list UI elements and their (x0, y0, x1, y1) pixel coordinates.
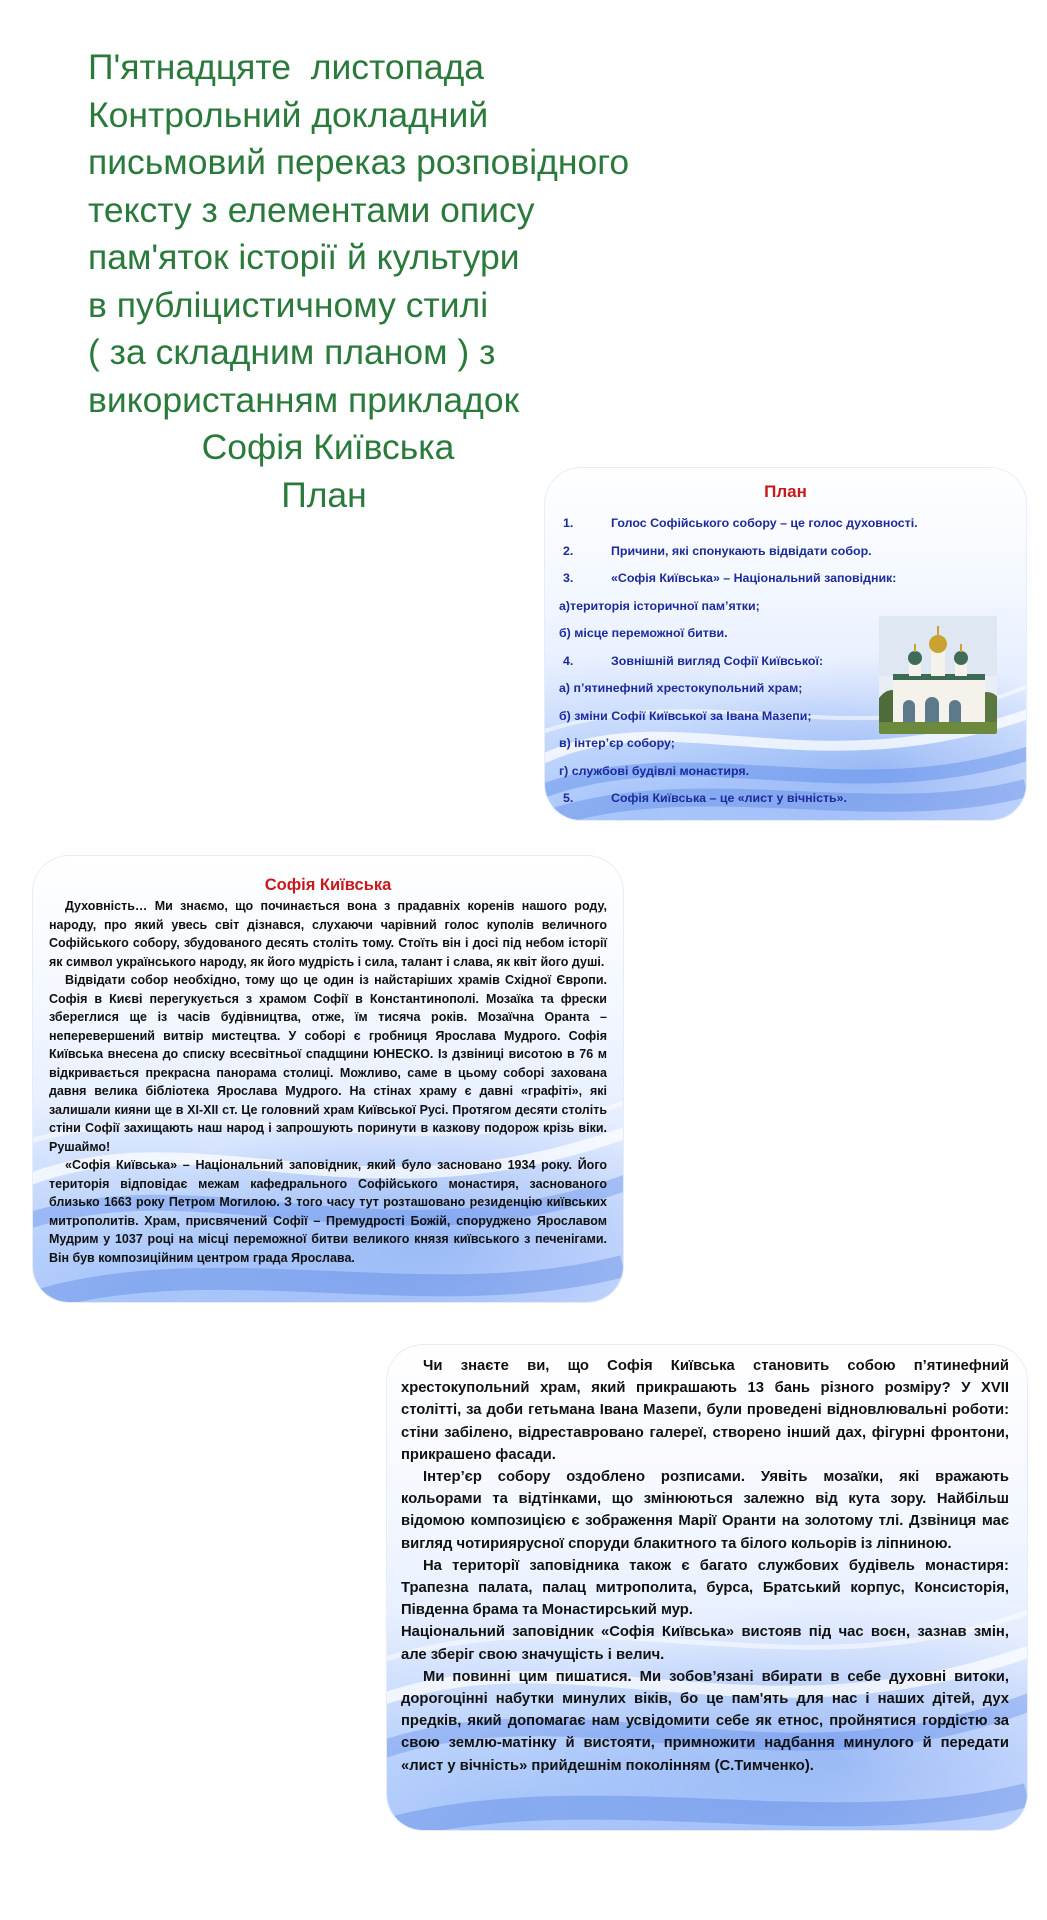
description-paragraph: На території заповідника також є багато службових будівель монастиря: Трапезна палата, палац митрополита, бурса, Братський корпус, Консисторія, Південна брама та Монастирський мур. (401, 1557, 1009, 1619)
plan-item-text: б) зміни Софії Київської за Івана Мазепи; (559, 708, 812, 723)
plan-item-text: Причини, які спонукають відвідати собор. (611, 543, 872, 558)
plan-item-text: Голос Софійського собору – це голос духовності. (611, 516, 918, 530)
sofia-title: Софія Київська (264, 876, 392, 894)
description-card (387, 1345, 1027, 1830)
heading-line-4: тексту з елементами опису (88, 189, 535, 230)
heading-block (88, 44, 728, 519)
cathedral-photo-icon (879, 616, 997, 734)
heading-topic: Софія Київська (201, 427, 455, 467)
heading-line-6: в публіцистичному стилі (88, 284, 489, 325)
description-paragraph: Інтер’єр собору оздоблено розписами. Уявіть мозаїки, які вражають кольорами та відтінками, що змінюються залежно від кута зору. Найбільш відомою композицією є зображення Марії Оранти на золотому тлі. Дзвіниця має вигляд чотириярусної споруди блакитного та білого кольорів із ліпниною. (401, 1469, 1009, 1552)
plan-item (559, 565, 1012, 593)
plan-item-number: 1. (563, 516, 574, 530)
heading-line-5: пам'яток історії й культури (88, 237, 520, 277)
plan-item (559, 538, 1012, 566)
heading-plan: План (281, 474, 367, 515)
sofia-card (33, 856, 623, 1302)
plan-item-number: 3. (563, 571, 574, 585)
plan-item-text: «Софія Київська» – Національний заповідник: (611, 571, 897, 585)
plan-item (559, 785, 1012, 813)
plan-item (559, 510, 1012, 538)
description-paragraph: Національний заповідник «Софія Київська» вистояв під час воєн, зазнав змін, але зберіг свою значущість і велич. (401, 1624, 1009, 1663)
plan-item-number: 4. (563, 653, 574, 668)
plan-item (559, 730, 1012, 758)
plan-item (559, 758, 1012, 786)
sofia-paragraph: «Софія Київська» – Національний заповідник, який було засновано 1934 року. Його територія відповідає межам кафедрального Софійського монастиря, заснованого близько 1663 року Петром Могилою. З того часу тут розташовано резиденцію київських митрополитів. Храм, присвячений Софії – Премудрості Божій, споруджено Ярославом Мудрим у 1037 році на місці переможної битви великого князя київського з печенігами. Він був композиційним центром града Ярослава. (49, 1158, 607, 1265)
plan-item-text: б) місце переможної битви. (559, 626, 728, 640)
sofia-paragraph: Духовність… Ми знаємо, що починається вона з прадавніх коренів нашого роду, народу, про який увесь світ дізнався, слухаючи чарівний голос куполів величного Софійського собору, збудованого десять століть тому. Стоїть він і досі під небом історії як символ українського народу, як його мудрість і сила, талант і слава, як квіт його душі. (49, 899, 607, 969)
plan-item-text: г) службові будівлі монастиря. (559, 763, 750, 778)
sofia-paragraph: Відвідати собор необхідно, тому що це один із найстаріших храмів Східної Європи. Софія в Києві перегукується з храмом Софії в Константинополі. Мозаїка та фрески збереглися ще із часів будівництва, отже, їм тисяча років. Мозаїчна Оранта – неперевершений витвір мистецтва. У соборі є гробниця Ярослава Мудрого. Софія Київська внесена до списку всесвітньої спадщини ЮНЕСКО. Із дзвіниці висотою в 76 м відкривається прекрасна панорама столиці. Можливо, саме в цьому соборі захована давня велика бібліотека Ярослава Мудрого. На стінах храму є давні «графіті», які залишали кияни ще в ХІ-ХІІ ст. Це головний храм Київської Русі. Протягом десяти століть стіни Софії захищають наш народ і запрошують поринути в казкову подорож крізь віки. Рушаймо! (49, 973, 607, 1154)
plan-item-text: Софія Київська – це «лист у вічність». (611, 791, 847, 805)
heading-line-3: письмовий переказ розповідного (88, 142, 630, 182)
plan-item-text: Зовнішній вигляд Софії Київської: (611, 653, 824, 668)
plan-item-text: в) інтер’єр собору; (559, 736, 675, 750)
plan-item-text: а) п’ятинефний хрестокупольний храм; (559, 681, 803, 695)
heading-line-8: використанням прикладок (88, 379, 520, 420)
description-paragraph: Чи знаєте ви, що Софія Київська становить собою п’ятинефний хрестокупольний храм, який прикрашають 13 бань різного розміру? У XVII столітті, за доби гетьмана Івана Мазепи, були проведені відновлювальні роботи: стіни забілено, відреставровано галереї, створено інший дах, фігурні фронтони, прикрашено фасади. (401, 1358, 1009, 1463)
plan-title: План (764, 482, 807, 501)
heading-line-7: ( за складним планом ) з (88, 332, 496, 372)
heading-line-1: П'ятнадцяте листопада (88, 47, 485, 87)
plan-item-text: а)територія історичної пам’ятки; (559, 598, 760, 613)
heading-line-2: Контрольний докладний (88, 94, 489, 135)
description-paragraph: Ми повинні цим пишатися. Ми зобов’язані вбирати в себе духовні витоки, дорогоцінні набутки минулих віків, бо це пам'ять для нас і наших дітей, дух предків, який допомагає нам усвідомити себе як етнос, пройнятися гордістю за свою землю-матінку й вистояти, примножити надбання минулого й передати «лист у вічність» прийдешнім поколінням (С.Тимченко). (401, 1668, 1009, 1774)
plan-item-number: 2. (563, 543, 574, 558)
plan-item-number: 5. (563, 791, 574, 805)
plan-card (545, 468, 1026, 820)
